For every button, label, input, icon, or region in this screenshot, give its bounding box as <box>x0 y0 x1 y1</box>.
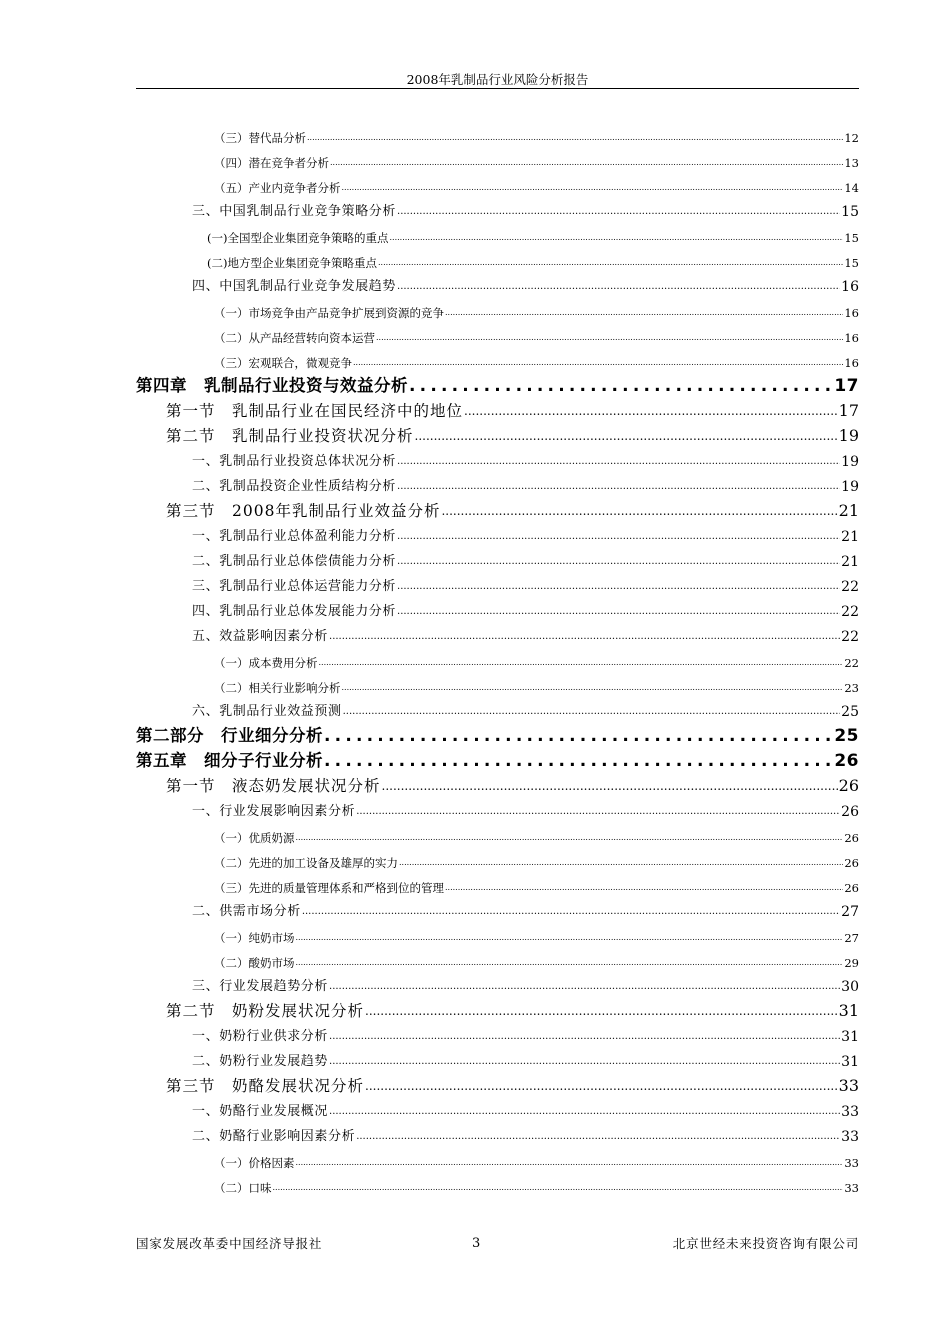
toc-entry-label: （五）产业内竞争者分析 <box>214 181 341 195</box>
toc-entry[interactable] <box>136 372 859 396</box>
toc-dot-leader <box>365 1076 838 1096</box>
toc-entry-label: （三）替代品分析 <box>214 131 306 145</box>
toc-entry[interactable] <box>166 397 859 421</box>
toc-dot-leader <box>356 803 840 821</box>
toc-entry-label: 三、行业发展趋势分析 <box>192 979 329 994</box>
toc-entry-page: 17 <box>838 401 859 420</box>
toc-entry-page: 19 <box>841 479 859 495</box>
toc-entry-label: （三）宏观联合，微观竞争 <box>214 356 352 370</box>
toc-dot-leader <box>397 278 840 296</box>
toc-entry-page: 16 <box>844 356 859 370</box>
toc-entry-label: 二、奶粉行业发展趋势 <box>192 1054 329 1069</box>
toc-entry-label: （三）先进的质量管理体系和严格到位的管理 <box>214 881 444 895</box>
toc-entry[interactable] <box>214 922 859 946</box>
toc-dot-leader <box>397 603 840 621</box>
toc-entry-label: 一、奶粉行业供求分析 <box>192 1029 329 1044</box>
toc-entry[interactable] <box>192 197 859 221</box>
toc-entry[interactable] <box>192 547 859 571</box>
toc-entry-page: 17 <box>834 376 859 396</box>
toc-entry-page: 22 <box>841 604 859 620</box>
toc-entry-page: 33 <box>841 1129 859 1145</box>
toc-dot-leader <box>445 305 843 321</box>
toc-entry-label: 一、奶酪行业发展概况 <box>192 1104 329 1119</box>
toc-entry-label: 二、奶酪行业影响因素分析 <box>192 1129 356 1144</box>
toc-entry[interactable] <box>192 572 859 596</box>
toc-entry[interactable] <box>166 422 859 446</box>
toc-entry-page: 16 <box>844 306 859 320</box>
toc-dot-leader <box>397 553 840 571</box>
toc-entry-page: 27 <box>844 931 859 945</box>
toc-entry-page: 33 <box>844 1156 859 1170</box>
toc-entry[interactable] <box>214 1172 859 1196</box>
toc-entry-page: 31 <box>841 1054 859 1070</box>
toc-entry[interactable] <box>192 972 859 996</box>
toc-entry-label: 五、效益影响因素分析 <box>192 629 329 644</box>
toc-entry-page: 15 <box>844 256 859 270</box>
toc-dot-leader <box>330 155 843 171</box>
toc-entry[interactable] <box>214 122 859 146</box>
toc-entry-page: 31 <box>838 1001 859 1020</box>
toc-entry[interactable] <box>214 322 859 346</box>
toc-entry-page: 26 <box>838 776 859 795</box>
toc-entry-page: 15 <box>841 204 859 220</box>
toc-entry[interactable] <box>207 247 859 271</box>
toc-entry[interactable] <box>207 222 859 246</box>
toc-entry-page: 14 <box>844 181 859 195</box>
toc-entry[interactable] <box>166 497 859 521</box>
toc-entry[interactable] <box>136 722 859 746</box>
toc-entry[interactable] <box>192 1022 859 1046</box>
toc-entry[interactable] <box>192 597 859 621</box>
toc-entry-page: 25 <box>841 704 859 720</box>
toc-entry-label: (二)地方型企业集团竞争策略重点 <box>207 256 377 270</box>
toc-entry-page: 23 <box>844 681 859 695</box>
toc-entry[interactable] <box>166 772 859 796</box>
toc-entry-label: （二）酸奶市场 <box>214 956 295 970</box>
toc-entry[interactable] <box>166 997 859 1021</box>
toc-entry[interactable] <box>192 897 859 921</box>
toc-entry-label: （一）纯奶市场 <box>214 931 295 945</box>
toc-entry-label: （二）口味 <box>214 1181 272 1195</box>
toc-dot-leader <box>342 680 844 696</box>
toc-entry-label: 二、乳制品行业总体偿债能力分析 <box>192 554 397 569</box>
toc-entry[interactable] <box>214 947 859 971</box>
toc-entry-page: 26 <box>834 751 859 771</box>
toc-dot-leader <box>415 426 838 446</box>
toc-dot-leader <box>329 628 840 646</box>
toc-entry-page: 22 <box>841 579 859 595</box>
toc-dot-leader <box>329 1053 840 1071</box>
toc-entry[interactable] <box>192 522 859 546</box>
toc-entry[interactable] <box>214 1147 859 1171</box>
toc-dot-leader <box>409 376 833 396</box>
toc-dot-leader <box>329 978 840 996</box>
toc-entry-page: 33 <box>838 1076 859 1095</box>
toc-dot-leader <box>397 528 840 546</box>
toc-entry[interactable] <box>192 797 859 821</box>
toc-entry-label: （二）相关行业影响分析 <box>214 681 341 695</box>
toc-entry[interactable] <box>192 472 859 496</box>
toc-entry-label: 六、乳制品行业效益预测 <box>192 704 342 719</box>
footer-publisher: 国家发展改革委中国经济导报社 <box>136 1236 323 1251</box>
toc-entry-page: 27 <box>841 904 859 920</box>
toc-dot-leader <box>319 655 844 671</box>
toc-entry-page: 33 <box>841 1104 859 1120</box>
toc-entry[interactable] <box>192 1122 859 1146</box>
toc-dot-leader <box>296 1155 844 1171</box>
toc-entry[interactable] <box>192 697 859 721</box>
toc-entry-page: 19 <box>838 426 859 445</box>
toc-entry-page: 21 <box>838 501 859 520</box>
toc-entry-page: 22 <box>844 656 859 670</box>
toc-dot-leader <box>353 355 843 371</box>
toc-entry-page: 26 <box>844 881 859 895</box>
toc-dot-leader <box>302 903 840 921</box>
toc-entry[interactable] <box>214 822 859 846</box>
header-rule <box>136 88 859 89</box>
toc-dot-leader <box>273 1180 844 1196</box>
toc-entry[interactable] <box>214 147 859 171</box>
toc-entry-page: 16 <box>841 279 859 295</box>
toc-entry-label: 四、乳制品行业总体发展能力分析 <box>192 604 397 619</box>
toc-dot-leader <box>378 255 843 271</box>
toc-entry[interactable] <box>166 1072 859 1096</box>
toc-entry-page: 25 <box>834 726 859 746</box>
toc-entry-label: 四、中国乳制品行业竞争发展趋势 <box>192 279 397 294</box>
toc-entry-label: 二、供需市场分析 <box>192 904 301 919</box>
toc-dot-leader <box>365 1001 838 1021</box>
toc-entry-label: 二、乳制品投资企业性质结构分析 <box>192 479 397 494</box>
toc-entry-label: (一)全国型企业集团竞争策略的重点 <box>207 231 389 245</box>
toc-entry[interactable] <box>192 1047 859 1071</box>
toc-entry-page: 21 <box>841 529 859 545</box>
toc-entry-page: 13 <box>844 156 859 170</box>
toc-entry-page: 30 <box>841 979 859 995</box>
toc-entry-label: 第三节 2008年乳制品行业效益分析 <box>166 502 441 520</box>
toc-entry-page: 21 <box>841 554 859 570</box>
toc-entry-page: 15 <box>844 231 859 245</box>
toc-dot-leader <box>329 1028 840 1046</box>
toc-dot-leader <box>342 180 844 196</box>
toc-dot-leader <box>376 330 843 346</box>
toc-dot-leader <box>343 703 841 721</box>
toc-dot-leader <box>324 751 833 771</box>
toc-entry[interactable] <box>192 1097 859 1121</box>
toc-dot-leader <box>307 130 843 146</box>
page-footer <box>136 1234 859 1254</box>
toc-entry-page: 22 <box>841 629 859 645</box>
toc-entry-label: 第五章 细分子行业分析 <box>136 751 323 770</box>
toc-entry-label: 第三节 奶酪发展状况分析 <box>166 1077 365 1095</box>
toc-dot-leader <box>356 1128 840 1146</box>
footer-company: 北京世经未来投资咨询有限公司 <box>672 1236 859 1251</box>
toc-entry-page: 31 <box>841 1029 859 1045</box>
toc-entry-page: 26 <box>841 804 859 820</box>
toc-entry-label: （一）优质奶源 <box>214 831 295 845</box>
toc-dot-leader <box>389 230 843 246</box>
toc-entry[interactable] <box>192 447 859 471</box>
toc-entry-page: 26 <box>844 831 859 845</box>
toc-entry[interactable] <box>214 872 859 896</box>
toc-dot-leader <box>382 776 838 796</box>
toc-dot-leader <box>296 930 844 946</box>
toc-entry-label: 一、乳制品行业投资总体状况分析 <box>192 454 397 469</box>
toc-dot-leader <box>296 955 844 971</box>
toc-dot-leader <box>397 578 840 596</box>
toc-dot-leader <box>441 501 837 521</box>
toc-entry-label: （二）先进的加工设备及雄厚的实力 <box>214 856 398 870</box>
toc-entry-label: （一）价格因素 <box>214 1156 295 1170</box>
toc-entry-label: （一）成本费用分析 <box>214 656 318 670</box>
toc-entry-page: 16 <box>844 331 859 345</box>
toc-dot-leader <box>324 726 833 746</box>
toc-entry-page: 26 <box>844 856 859 870</box>
toc-entry-label: 一、乳制品行业总体盈利能力分析 <box>192 529 397 544</box>
toc-entry-label: （四）潜在竞争者分析 <box>214 156 329 170</box>
page-header: 2008年乳制品行业风险分析报告 <box>406 72 589 87</box>
toc-entry-label: 一、行业发展影响因素分析 <box>192 804 356 819</box>
toc-entry[interactable] <box>192 272 859 296</box>
toc-dot-leader <box>399 855 843 871</box>
toc-entry-label: （一）市场竞争由产品竞争扩展到资源的竞争 <box>214 306 444 320</box>
toc-entry-page: 19 <box>841 454 859 470</box>
toc-entry-page: 12 <box>844 131 859 145</box>
toc-dot-leader <box>329 1103 840 1121</box>
toc-entry-label: 第四章 乳制品行业投资与效益分析 <box>136 376 408 395</box>
toc-entry[interactable] <box>136 747 859 771</box>
toc-dot-leader <box>464 401 838 421</box>
toc-entry[interactable] <box>192 622 859 646</box>
toc-entry-label: 第二部分 行业细分分析 <box>136 726 323 745</box>
toc-entry[interactable] <box>214 847 859 871</box>
toc-entry-label: 第一节 液态奶发展状况分析 <box>166 777 381 795</box>
toc-entry[interactable] <box>214 672 859 696</box>
toc-entry[interactable] <box>214 172 859 196</box>
toc-dot-leader <box>296 830 844 846</box>
toc-dot-leader <box>397 203 840 221</box>
toc-entry-label: 第二节 乳制品行业投资状况分析 <box>166 427 414 445</box>
toc-dot-leader <box>397 478 840 496</box>
toc-entry-label: 三、中国乳制品行业竞争策略分析 <box>192 204 397 219</box>
toc-entry-page: 29 <box>844 956 859 970</box>
toc-entry-label: 第一节 乳制品行业在国民经济中的地位 <box>166 402 464 420</box>
toc-dot-leader <box>397 453 840 471</box>
footer-page-number: 3 <box>472 1236 481 1251</box>
toc-dot-leader <box>445 880 843 896</box>
toc-entry-page: 33 <box>844 1181 859 1195</box>
toc-entry-label: 第二节 奶粉发展状况分析 <box>166 1002 365 1020</box>
toc-entry[interactable] <box>214 647 859 671</box>
toc-entry-label: （二）从产品经营转向资本运营 <box>214 331 375 345</box>
toc-entry-label: 三、乳制品行业总体运营能力分析 <box>192 579 397 594</box>
toc-entry[interactable] <box>214 347 859 371</box>
toc-entry[interactable] <box>214 297 859 321</box>
